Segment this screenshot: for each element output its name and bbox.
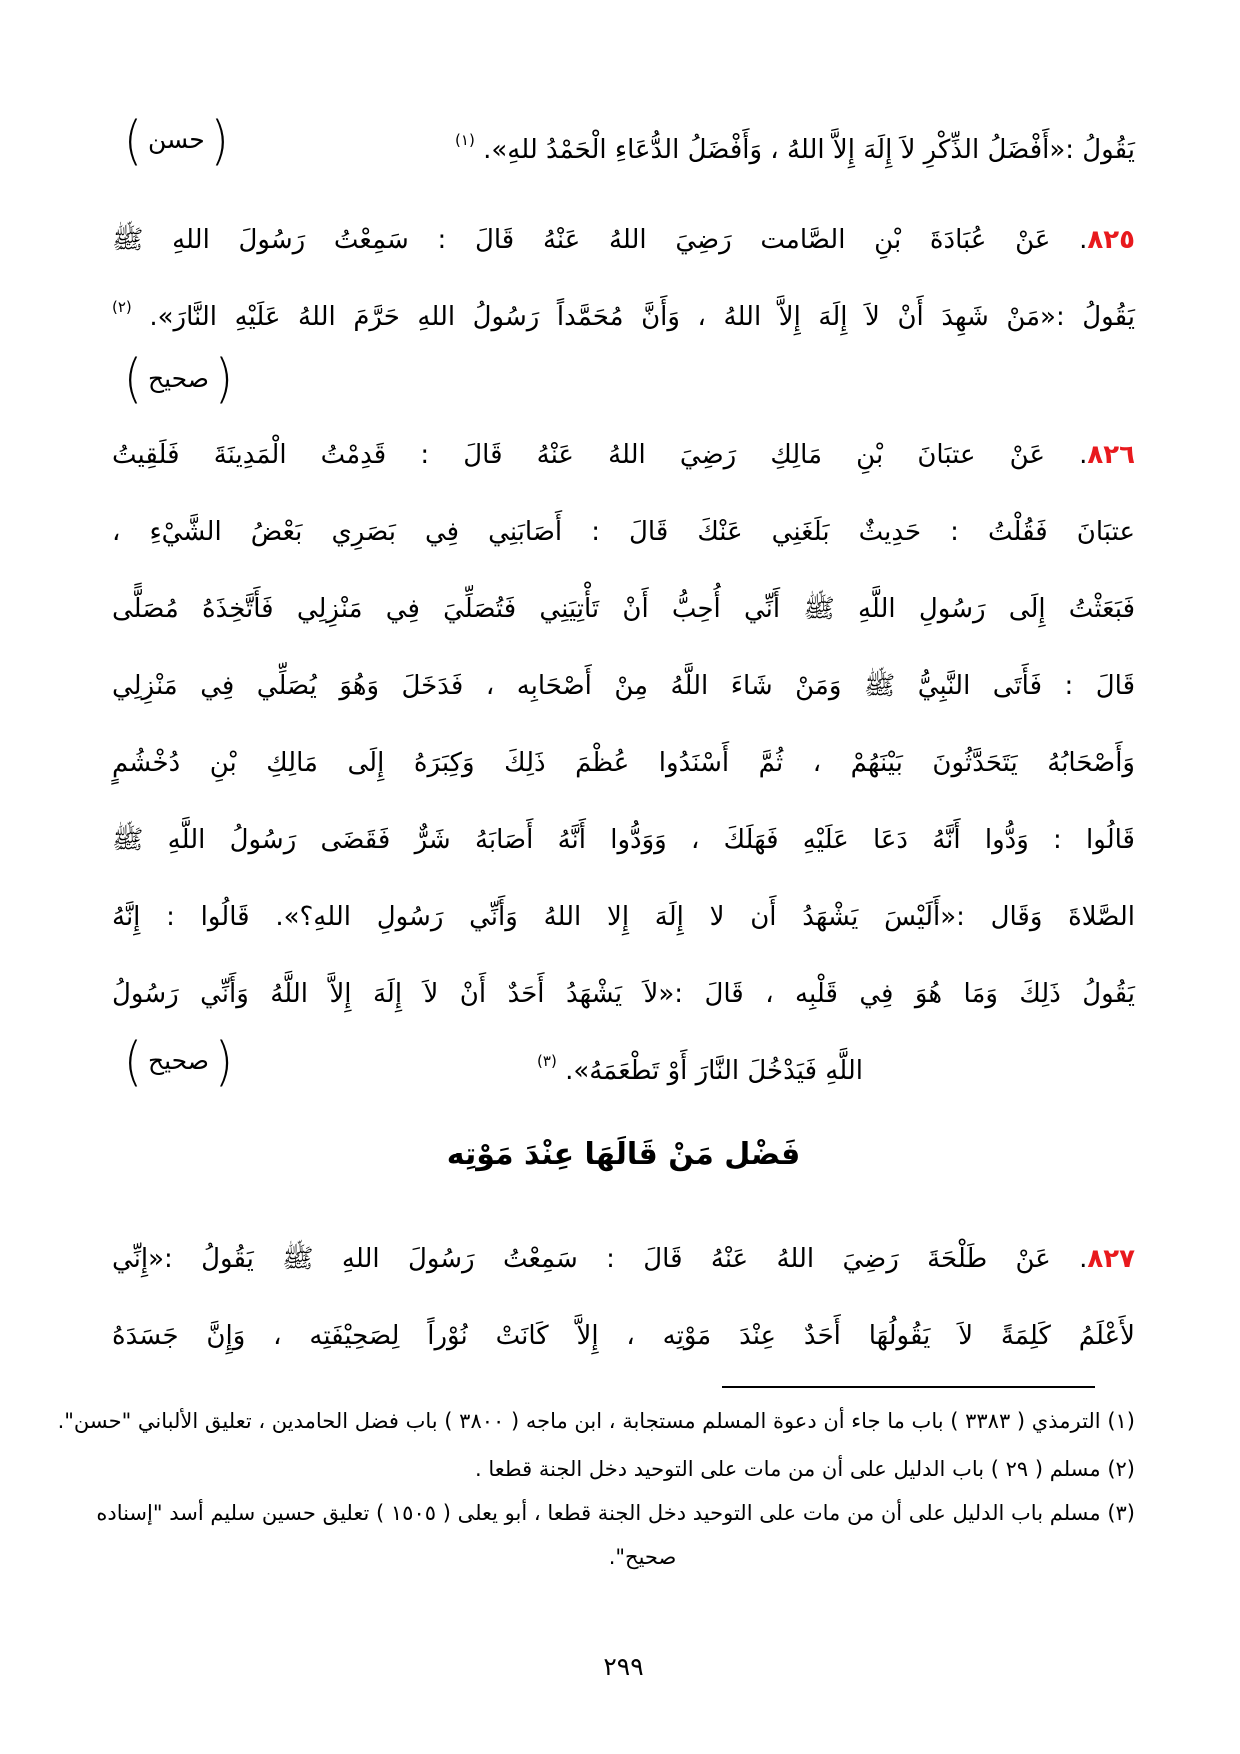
hadith-826-line-9: [112, 1022, 1135, 1100]
intro-line: [412, 100, 1135, 190]
hadith-825-number: ٨٢٥: [1087, 225, 1135, 255]
hadith-825-text-1: عَنْ عُبَادَةَ بْنِ الصَّامت رَضِيَ اللهُ عَنْهُ قَالَ : سَمِعْتُ رَسُولَ اللهِ ﷺ: [112, 225, 1051, 255]
hadith-826-line-7: [112, 880, 1135, 954]
hadith-827-line-1: [112, 1222, 1135, 1296]
footnote-3-line-2: صحيح".: [608, 1545, 677, 1569]
text-block: [57, 0, 1136, 1754]
grade-close-paren: ): [124, 1029, 142, 1093]
grade-label: حسن: [147, 125, 205, 154]
grade-close-paren: ): [124, 346, 142, 410]
intro-line-row: [112, 100, 1135, 180]
hadith-826-text-3: فَبَعَثْتُ إِلَى رَسُولِ اللَّهِ ﷺ أَنِّي أُحِبُّ أَنْ تَأْتِيَنِي فَتُصَلِّيَ فِي مَنْزِلِي فَأَتَّخِذَهُ مُصَلًّى: [112, 594, 1135, 624]
grade-sahih-826: [124, 1022, 233, 1100]
hadith-826-text-7: الصَّلاةَ وَقَال :«أَلَيْسَ يَشْهَدُ أَن لا إِلَهَ إِلا اللهُ وَأَنِّي رَسُولِ اللهِ؟». قَالُوا : إِنَّهُ: [112, 902, 1135, 932]
hadith-826-text-5: وَأَصْحَابُهُ يَتَحَدَّثُونَ بَيْنَهُمْ ، ثُمَّ أَسْنَدُوا عُظْمَ ذَلِكَ وَكِبَرَهُ إِلَى مَالِكِ بْنِ دُخْشُمٍ: [112, 748, 1135, 778]
hadith-826-line-4: [112, 649, 1135, 723]
footnote-marker-2: (٢): [112, 298, 132, 316]
footnote-marker-3: (٣): [537, 1052, 557, 1070]
hadith-825-line-2: [112, 272, 1135, 342]
hadith-827-number: ٨٢٧: [1087, 1244, 1136, 1274]
hadith-826-text-1: عَنْ عتبَانَ بْنِ مَالِكِ رَضِيَ اللهُ عَنْهُ قَالَ : قَدِمْتُ الْمَدِينَةَ فَلَقِيتُ: [112, 440, 1045, 470]
footnote-marker-1: (١): [455, 131, 475, 149]
grade-label: صحيح: [147, 363, 210, 393]
hadith-827-text-1: عَنْ طَلْحَةَ رَضِيَ اللهُ عَنْهُ قَالَ : سَمِعْتُ رَسُولَ اللهِ ﷺ يَقُولُ :«إِنِّي: [112, 1244, 1051, 1274]
grade-open-paren: (: [210, 108, 229, 172]
hadith-826-line-2: [112, 495, 1135, 569]
hadith-827-text-2: لأَعْلَمُ كَلِمَةً لاَ يَقُولُهَا أَحَدٌ عِنْدَ مَوْتِه ، إِلاَّ كَانَتْ نُوْراً لِصَحِيْفَتِه ، وَإِنَّ جَسَدَهُ: [112, 1321, 1135, 1351]
grade-label: صحيح: [147, 1046, 210, 1075]
intro-text: يَقُولُ :«أَفْضَلُ الذِّكْرِ لاَ إِلَهَ إِلاَّ اللهُ ، وَأَفْضَلُ الدُّعَاءِ الْحَمْدُ للهِ».: [483, 135, 1135, 165]
footnote-2: (٢) مسلم ( ٢٩ ) باب الدليل على أن من مات على التوحيد دخل الجنة قطعا .: [475, 1457, 1135, 1481]
hadith-826-line-5: [112, 726, 1135, 800]
hadith-826-line-8: [112, 957, 1135, 1031]
hadith-826-text-4: قَالَ : فَأَتَى النَّبِيُّ ﷺ وَمَنْ شَاءَ اللَّهُ مِنْ أَصْحَابِه ، فَدَخَلَ وَهُوَ يُصَلِّي فِي مَنْزِلِي: [112, 671, 1135, 701]
grade-open-paren: (: [215, 346, 233, 410]
footnote-separator: [722, 1386, 1095, 1388]
hadith-826-line-3: [112, 572, 1135, 646]
hadith-825-text-2: يَقُولُ :«مَنْ شَهِدَ أَنْ لاَ إِلَهَ إِلاَّ اللهُ ، وَأَنَّ مُحَمَّداً رَسُولُ اللهِ حَرَّمَ اللهُ عَلَيْهِ النَّارَ».: [149, 302, 1135, 332]
hadith-826-text-9: اللَّهِ فَيَدْخُلَ النَّارَ أَوْ تَطْعَمَهُ». $^{(٣)}$: [537, 1052, 863, 1086]
section-heading: فَضْل مَنْ قَالَهَا عِنْدَ مَوْتِه: [446, 1137, 801, 1172]
page-number: ٢٩٩: [603, 1652, 644, 1681]
hadith-826-line-6: [112, 803, 1135, 877]
hadith-826-number-dot: .: [1079, 440, 1088, 470]
hadith-826-number: ٨٢٦: [1087, 440, 1135, 470]
hadith-825-line-1: [112, 205, 1135, 275]
hadith-827-line-2: [112, 1299, 1135, 1373]
hadith-825-grade-row: [112, 342, 1135, 414]
grade-open-paren: (: [215, 1029, 233, 1093]
grade-sahih-825: [124, 342, 233, 414]
hadith-826-text-2: عتبَانَ فَقُلْتُ : حَدِيثٌ بَلَغَنِي عَنْكَ قَالَ : أَصَابَنِي فِي بَصَرِي بَعْضُ الشَّيْءِ ،: [112, 517, 1135, 547]
hadith-826-line-1: [112, 418, 1135, 492]
footnote-1: (١) الترمذي ( ٣٣٨٣ ) باب ما جاء أن دعوة المسلم مستجابة ، ابن ماجه ( ٣٨٠٠ ) باب فضل الحامدين ، تعليق الألباني "حسن".: [57, 1409, 1135, 1433]
footnote-3-line-1: (٣) مسلم باب الدليل على أن من مات على التوحيد دخل الجنة قطعا ، أبو يعلى ( ١٥٠٥ ) تعليق حسين سليم أسد "إسناده: [96, 1501, 1135, 1525]
grade-hasan: [124, 100, 229, 180]
hadith-825-number-dot: .: [1079, 225, 1088, 255]
hadith-827-number-dot: .: [1079, 1244, 1088, 1274]
hadith-826-text-6: قَالُوا : وَدُّوا أَنَّهُ دَعَا عَلَيْهِ فَهَلَكَ ، وَوَدُّوا أَنَّهُ أَصَابَهُ شَرٌّ فَقَضَى رَسُولُ اللَّهِ ﷺ: [112, 825, 1135, 855]
grade-close-paren: ): [124, 108, 142, 172]
hadith-826-text-8: يَقُولُ ذَلِكَ وَمَا هُوَ فِي قَلْبِه ، قَالَ :«لاَ يَشْهَدُ أَحَدٌ أَنْ لاَ إِلَهَ إِلاَّ اللَّهُ وَأَنِّي رَسُولُ: [112, 979, 1135, 1009]
